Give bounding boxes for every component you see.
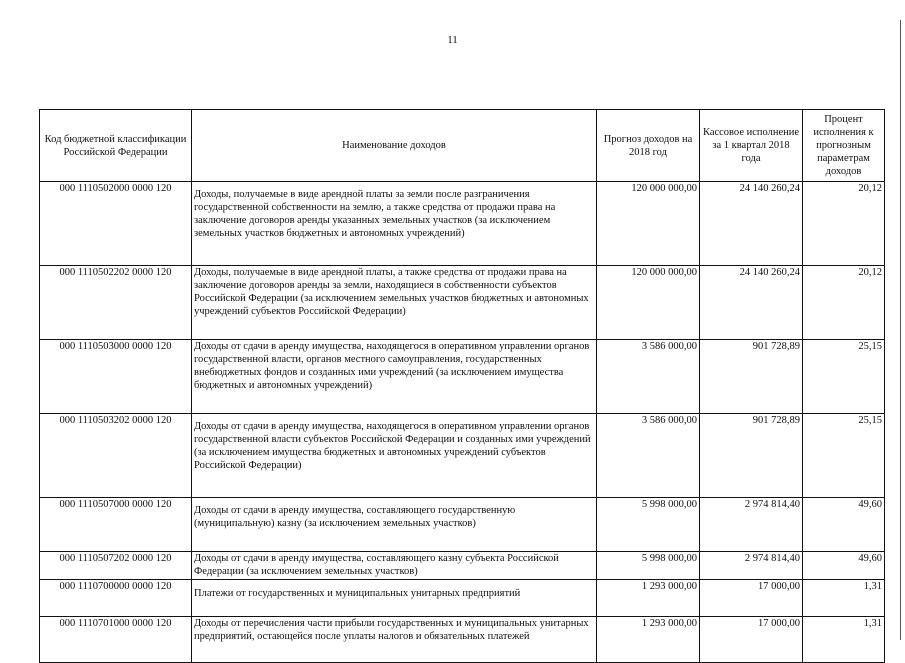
cell-forecast: 3 586 000,00 <box>597 340 700 414</box>
cell-cash: 17 000,00 <box>700 617 803 663</box>
header-code: Код бюджетной классификации Российской Федерации <box>40 110 192 182</box>
cell-cash: 17 000,00 <box>700 580 803 617</box>
header-percent: Процент исполнения к прогнозным параметрам доходов <box>803 110 885 182</box>
cell-cash: 24 140 260,24 <box>700 266 803 340</box>
cell-cash: 2 974 814,40 <box>700 498 803 552</box>
cell-cash: 901 728,89 <box>700 414 803 498</box>
cell-name: Доходы от сдачи в аренду имущества, составляющего казну субъекта Российской Федерации (за исключением земельных участков) <box>192 552 597 580</box>
table-row <box>40 580 885 617</box>
cell-cash: 901 728,89 <box>700 340 803 414</box>
cell-code: 000 1110507000 0000 120 <box>40 498 192 552</box>
cell-forecast: 3 586 000,00 <box>597 414 700 498</box>
table-row <box>40 414 885 498</box>
cell-cash: 2 974 814,40 <box>700 552 803 580</box>
table-row <box>40 266 885 340</box>
cell-code: 000 1110701000 0000 120 <box>40 617 192 663</box>
cell-name: Доходы от сдачи в аренду имущества, находящегося в оперативном управлении органов государственной власти, органов местного самоуправления, государственных внебюджетных фондов и созданных ими учреждений (за исключением имущества бюджетных и автономных учреждений) <box>192 340 597 414</box>
table-header-row <box>40 110 885 182</box>
cell-name: Доходы от сдачи в аренду имущества, находящегося в оперативном управлении органов государственной власти субъектов Российской Федерации и созданных ими учреждений (за исключением имущества бюджетных и автономных учреждений субъектов Российской Федерации) <box>192 414 597 498</box>
cell-code: 000 1110502202 0000 120 <box>40 266 192 340</box>
cell-cash: 24 140 260,24 <box>700 182 803 266</box>
cell-percent: 25,15 <box>803 340 885 414</box>
cell-percent: 49,60 <box>803 552 885 580</box>
cell-name: Доходы от сдачи в аренду имущества, составляющего государственную (муниципальную) казну (за исключением земельных участков) <box>192 498 597 552</box>
cell-name: Доходы от перечисления части прибыли государственных и муниципальных унитарных предприятий, остающейся после уплаты налогов и обязательных платежей <box>192 617 597 663</box>
cell-forecast: 5 998 000,00 <box>597 552 700 580</box>
header-name: Наименование доходов <box>192 110 597 182</box>
cell-percent: 49,60 <box>803 498 885 552</box>
cell-code: 000 1110503202 0000 120 <box>40 414 192 498</box>
cell-code: 000 1110502000 0000 120 <box>40 182 192 266</box>
cell-code: 000 1110700000 0000 120 <box>40 580 192 617</box>
page-number: 11 <box>447 34 458 46</box>
revenue-table <box>39 109 885 663</box>
table-row <box>40 182 885 266</box>
cell-forecast: 1 293 000,00 <box>597 617 700 663</box>
table-row <box>40 498 885 552</box>
cell-forecast: 120 000 000,00 <box>597 266 700 340</box>
cell-forecast: 1 293 000,00 <box>597 580 700 617</box>
cell-percent: 20,12 <box>803 266 885 340</box>
cell-code: 000 1110503000 0000 120 <box>40 340 192 414</box>
cell-code: 000 1110507202 0000 120 <box>40 552 192 580</box>
cell-name: Доходы, получаемые в виде арендной платы, а также средства от продажи права на заключение договоров аренды за земли, находящиеся в собственности субъектов Российской Федерации (за исключением земельных участков бюджетных и автономных учреждений субъектов Российской Федерации) <box>192 266 597 340</box>
cell-name: Доходы, получаемые в виде арендной платы за земли после разграничения государственной собственности на землю, а также средства от продажи права на заключение договоров аренды указанных земельных участков (за исключением земельных участков бюджетных и автономных учреждений) <box>192 182 597 266</box>
cell-forecast: 5 998 000,00 <box>597 498 700 552</box>
cell-percent: 1,31 <box>803 580 885 617</box>
header-forecast: Прогноз доходов на 2018 год <box>597 110 700 182</box>
cell-forecast: 120 000 000,00 <box>597 182 700 266</box>
cell-name: Платежи от государственных и муниципальных унитарных предприятий <box>192 580 597 617</box>
page-edge-line <box>900 20 901 640</box>
cell-percent: 25,15 <box>803 414 885 498</box>
header-cash: Кассовое исполнение за 1 квартал 2018 года <box>700 110 803 182</box>
table-row <box>40 340 885 414</box>
cell-percent: 20,12 <box>803 182 885 266</box>
table-row <box>40 552 885 580</box>
cell-percent: 1,31 <box>803 617 885 663</box>
